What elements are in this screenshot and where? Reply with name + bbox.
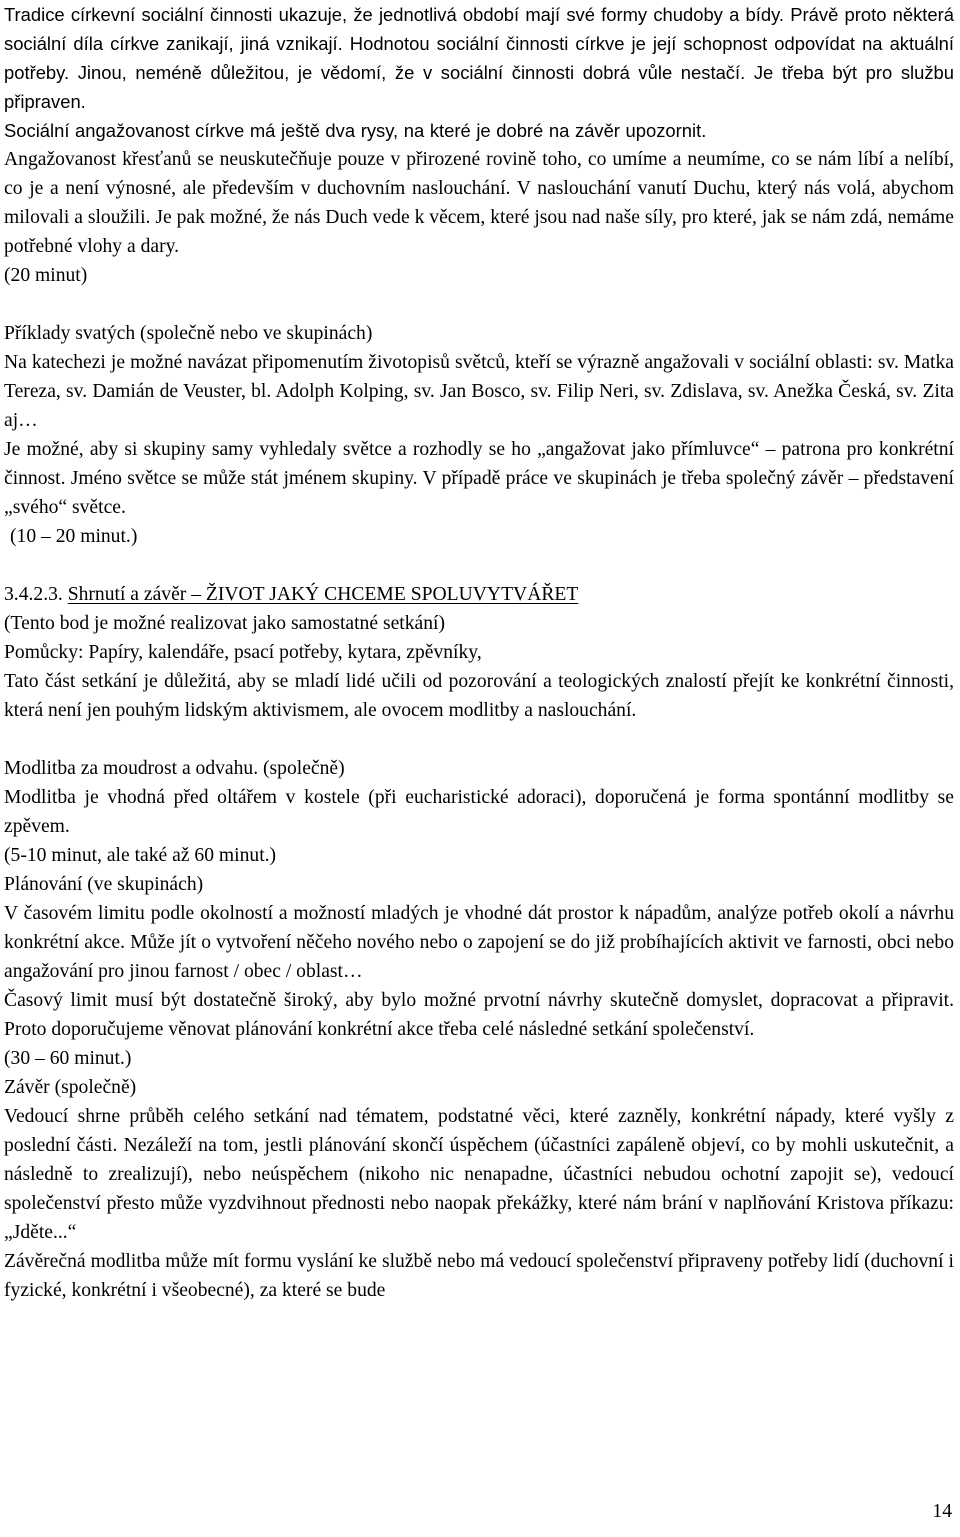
duration-30-60-minutes: (30 – 60 minut.) (4, 1048, 132, 1069)
paragraph-prayer-location: Modlitba je vhodná před oltářem v kostele (při eucharistické adoraci), doporučená je forma spontánní modlitby se zpěvem. (4, 787, 954, 837)
paragraph-importance: Tato část setkání je důležitá, aby se mladí lidé učili od pozorování a teologických znalostí přejít ke konkrétní činnosti, která není jen pouhým lidským aktivismem, ale ovocem modlitby a naslouchání. (4, 671, 954, 721)
materials-list: Pomůcky: Papíry, kalendáře, psací potřeby, kytara, zpěvníky, (4, 642, 482, 663)
heading-saints-examples: Příklady svatých (společně nebo ve skupinách) (4, 323, 373, 344)
section-title: Shrnutí a závěr – ŽIVOT JAKÝ CHCEME SPOLUVYTVÁŘET (67, 584, 579, 605)
document-page (4, 0, 954, 1305)
section-number: 3.4.2.3. (4, 584, 68, 605)
paragraph-social-tradition: Tradice církevní sociální činnosti ukazuje, že jednotlivá období mají své formy chudoby a bídy. Právě proto některá sociální díla církve zanikají, jiná vznikají. Hodnotou sociální činnosti církve je její schopnost odpovídat na aktuální potřeby. Jinou, neméně důležitou, je vědomí, že v sociální činnosti dobrá vůle nestačí. Je třeba být pro službu připraven. (4, 4, 954, 112)
paragraph-final-prayer: Závěrečná modlitba může mít formu vyslání ke službě nebo má vedoucí společenství připraveny potřeby lidí (duchovní i fyzické, konkrétní i všeobecné), za které se bude (4, 1251, 954, 1301)
heading-planning: Plánování (ve skupinách) (4, 874, 204, 895)
heading-prayer-wisdom: Modlitba za moudrost a odvahu. (společně) (4, 758, 345, 779)
spacer (4, 725, 954, 754)
duration-5-60-minutes: (5-10 minut, ale také až 60 minut.) (4, 845, 277, 866)
section-heading-summary (4, 580, 954, 609)
paragraph-time-limit-wide: Časový limit musí být dostatečně široký, aby bylo možné prvotní návrhy skutečně domyslet, dopracovat a připravit. Proto doporučujeme věnovat plánování konkrétní akce třeba celé následné setkání společenství. (4, 990, 954, 1040)
duration-20-minutes: (20 minut) (4, 265, 88, 286)
page-number: 14 (932, 1501, 952, 1522)
spacer (4, 290, 954, 319)
paragraph-patron-saint: Je možné, aby si skupiny samy vyhledaly světce a rozhodly se ho „angažovat jako přímluvce“ – patrona pro konkrétní činnost. Jméno světce se může stát jménem skupiny. V případě práce ve skupinách je třeba společný závěr – představení „svého“ světce. (4, 439, 954, 518)
note-separate-meeting: (Tento bod je možné realizovat jako samostatné setkání) (4, 613, 445, 634)
duration-10-20-minutes: (10 – 20 minut.) (10, 526, 138, 547)
heading-conclusion: Závěr (společně) (4, 1077, 137, 1098)
paragraph-two-features: Sociální angažovanost církve má ještě dva rysy, na které je dobré na závěr upozornit. (4, 120, 707, 141)
spacer (4, 551, 954, 580)
paragraph-saints-list: Na katechezi je možné navázat připomenutím životopisů světců, kteří se výrazně angažovali v sociální oblasti: sv. Matka Tereza, sv. Damián de Veuster, bl. Adolph Kolping, sv. Jan Bosco, sv. Filip Neri, sv. Zdislava, sv. Anežka Česká, sv. Zita aj… (4, 352, 954, 431)
paragraph-time-limit-ideas: V časovém limitu podle okolností a možností mladých je vhodné dát prostor k nápadům, analýze potřeb okolí a návrhu konkrétní akce. Může jít o vytvoření něčeho nového nebo o zapojení se do již probíhajících aktivit ve farnosti, obci nebo angažování pro jinou farnost / obec / oblast… (4, 903, 954, 982)
paragraph-leader-summary: Vedoucí shrne průběh celého setkání nad tématem, podstatné věci, které zazněly, konkrétní nápady, které vyšly z poslední části. Nezáleží na tom, jestli plánování skončí úspěchem (účastníci zapáleně objeví, co by mohli uskutečnit, a následně to zrealizují), nebo neúspěchem (nikoho nic nenapadne, účastníci nebudou ochotní zapojit se), vedoucí společenství přesto může vyzdvihnout přednosti nebo naopak překážky, které nám brání v naplňování Kristova příkazu: „Jděte...“ (4, 1106, 954, 1243)
paragraph-spiritual-listening: Angažovanost křesťanů se neuskutečňuje pouze v přirozené rovině toho, co umíme a neumíme, co se nám líbí a nelíbí, co je a není výnosné, ale především v duchovním naslouchání. V naslouchání vanutí Duchu, který nás volá, abychom milovali a sloužili. Je pak možné, že nás Duch vede k věcem, které jsou nad naše síly, pro které, jak se nám zdá, nemáme potřebné vlohy a dary. (4, 149, 954, 257)
